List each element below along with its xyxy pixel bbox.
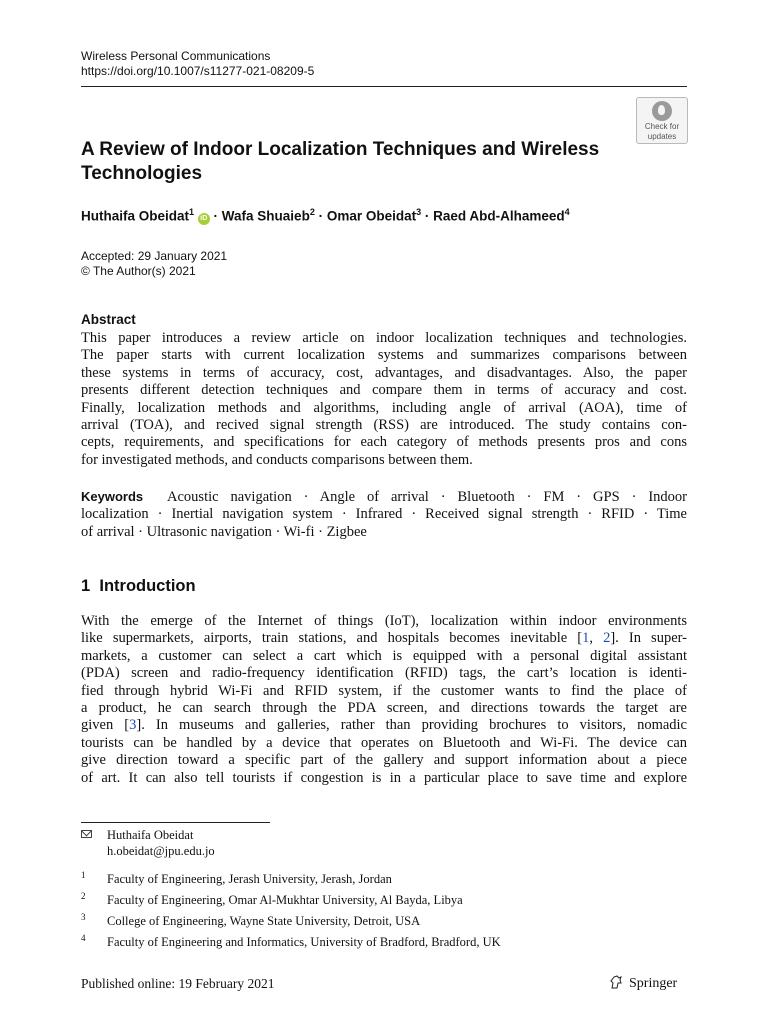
abstract-body bbox=[81, 330, 687, 469]
abstract-line: Finally, localization methods and algorithms, including angle of arrival (AOA), time of bbox=[81, 399, 687, 416]
section-title: Introduction bbox=[99, 577, 196, 595]
affiliation-number: 3 bbox=[81, 912, 86, 922]
journal-header bbox=[81, 49, 314, 79]
intro-text: ]. In super- bbox=[610, 630, 687, 647]
author-name[interactable]: Raed Abd-Alhameed bbox=[433, 208, 565, 224]
published-online-date: Published online: 19 February 2021 bbox=[81, 976, 275, 991]
keywords-line: Acoustic navigation · Angle of arrival · Bluetooth · FM · GPS · Indoor bbox=[167, 489, 687, 505]
author-affil-num: 4 bbox=[564, 207, 570, 217]
check-for-updates-badge[interactable] bbox=[636, 97, 688, 144]
intro-text: , bbox=[589, 630, 604, 647]
author-name[interactable]: Huthaifa Obeidat bbox=[81, 208, 190, 224]
keywords-label: Keywords bbox=[81, 489, 144, 504]
orcid-icon[interactable]: iD bbox=[198, 213, 210, 225]
publication-dates bbox=[81, 249, 227, 279]
author-separator: · bbox=[421, 208, 434, 224]
intro-line: a product, he can search through the PDA screen, and directions towards the target are bbox=[81, 700, 687, 717]
affiliation-text: Faculty of Engineering and Informatics, University of Bradford, Bradford, UK bbox=[107, 935, 501, 949]
intro-text: given [ bbox=[81, 717, 130, 734]
author-name[interactable]: Wafa Shuaieb bbox=[221, 208, 310, 224]
affiliation-number: 2 bbox=[81, 891, 86, 901]
intro-line bbox=[81, 717, 687, 734]
affiliation-number: 4 bbox=[81, 933, 86, 943]
badge-line-1: Check for bbox=[644, 122, 680, 131]
copyright-notice: © The Author(s) 2021 bbox=[81, 264, 196, 278]
abstract-heading: Abstract bbox=[81, 312, 136, 327]
correspondence-name: Huthaifa Obeidat bbox=[107, 828, 194, 842]
abstract-line: presents different detection techniques and compare them in terms of accuracy and cost. bbox=[81, 382, 687, 399]
affiliation-number: 1 bbox=[81, 870, 86, 880]
paper-title: A Review of Indoor Localization Techniques and Wireless Technologies bbox=[81, 139, 600, 184]
journal-name: Wireless Personal Communications bbox=[81, 49, 271, 63]
doi-link[interactable]: https://doi.org/10.1007/s11277-021-08209-5 bbox=[81, 64, 315, 78]
author-list bbox=[81, 207, 570, 225]
abstract-line: This paper introduces a review article on indoor localization techniques and technologies. bbox=[81, 330, 687, 346]
footnote-rule bbox=[81, 822, 270, 823]
crossmark-icon bbox=[652, 101, 672, 121]
affiliation-text: Faculty of Engineering, Omar Al-Mukhtar University, Al Bayda, Libya bbox=[107, 893, 463, 907]
correspondence-email[interactable]: h.obeidat@jpu.edu.jo bbox=[107, 844, 215, 858]
abstract-line: The paper starts with current localization systems and summarizes comparisons between bbox=[81, 347, 687, 364]
citation-link[interactable]: 1 bbox=[582, 630, 590, 647]
author-name[interactable]: Omar Obeidat bbox=[326, 208, 417, 224]
affiliation-text: Faculty of Engineering, Jerash University, Jerash, Jordan bbox=[107, 872, 392, 886]
citation-link[interactable]: 3 bbox=[129, 717, 137, 734]
intro-line: of art. It can also tell tourists if congestion is in a particular place to save time and explore bbox=[81, 769, 687, 786]
section-number: 1 bbox=[81, 577, 91, 595]
intro-line: tourists can be handled by a device that operates on Bluetooth and Wi-Fi. The device can bbox=[81, 734, 687, 751]
keywords-block bbox=[81, 488, 687, 541]
intro-line: With the emerge of the Internet of things (IoT), localization within indoor environments bbox=[81, 613, 687, 629]
author-separator: · bbox=[314, 208, 327, 224]
intro-text: ]. In museums and galleries, rather than providing brochures to visitors, nomadic bbox=[136, 717, 687, 734]
publisher-name: Springer bbox=[629, 976, 678, 991]
author-affil-num: 1 bbox=[189, 207, 195, 217]
intro-line: markets, a customer can select a cart which is equipped with a personal digital assistant bbox=[81, 647, 687, 664]
intro-text: like supermarkets, airports, train stations, and hospitals becomes inevitable [ bbox=[81, 630, 583, 647]
abstract-line: these systems in terms of accuracy, cost, advantages, and disadvantages. Also, the paper bbox=[81, 364, 687, 381]
intro-line: (PDA) screen and radio-frequency identification (RFID) tags, the cart’s location is identi- bbox=[81, 665, 687, 682]
affiliation-text: College of Engineering, Wayne State University, Detroit, USA bbox=[107, 914, 421, 928]
abstract-line: for investigated methods, and conducts comparisons between them. bbox=[81, 451, 473, 468]
publisher-logo bbox=[609, 975, 677, 992]
header-rule bbox=[81, 86, 687, 87]
author-affil-num: 3 bbox=[416, 207, 422, 217]
keywords-line: of arrival · Ultrasonic navigation · Wi-fi · Zigbee bbox=[81, 523, 367, 540]
envelope-icon bbox=[81, 830, 92, 838]
abstract-line: arrival (TOA), and recived signal strength (RSS) are introduced. The study contains con- bbox=[81, 417, 687, 434]
intro-line bbox=[81, 630, 687, 647]
intro-line: fied through hybrid Wi-Fi and RFID system, if the customer wants to find the place of bbox=[81, 682, 687, 699]
citation-link[interactable]: 2 bbox=[603, 630, 611, 647]
author-affil-num: 2 bbox=[309, 207, 315, 217]
intro-line: give direction toward a specific part of the gallery and support information about a piece bbox=[81, 752, 687, 769]
section-heading bbox=[81, 577, 196, 596]
introduction-body bbox=[81, 613, 687, 787]
badge-line-2: updates bbox=[647, 132, 677, 141]
abstract-line: cepts, requirements, and specifications for each category of methods presents pros and cons bbox=[81, 434, 687, 451]
author-separator: · bbox=[209, 208, 222, 224]
springer-horse-icon bbox=[609, 975, 623, 989]
keywords-line: localization · Inertial navigation system · Infrared · Received signal strength · RFID · Time bbox=[81, 506, 687, 523]
accepted-date: Accepted: 29 January 2021 bbox=[81, 249, 228, 263]
